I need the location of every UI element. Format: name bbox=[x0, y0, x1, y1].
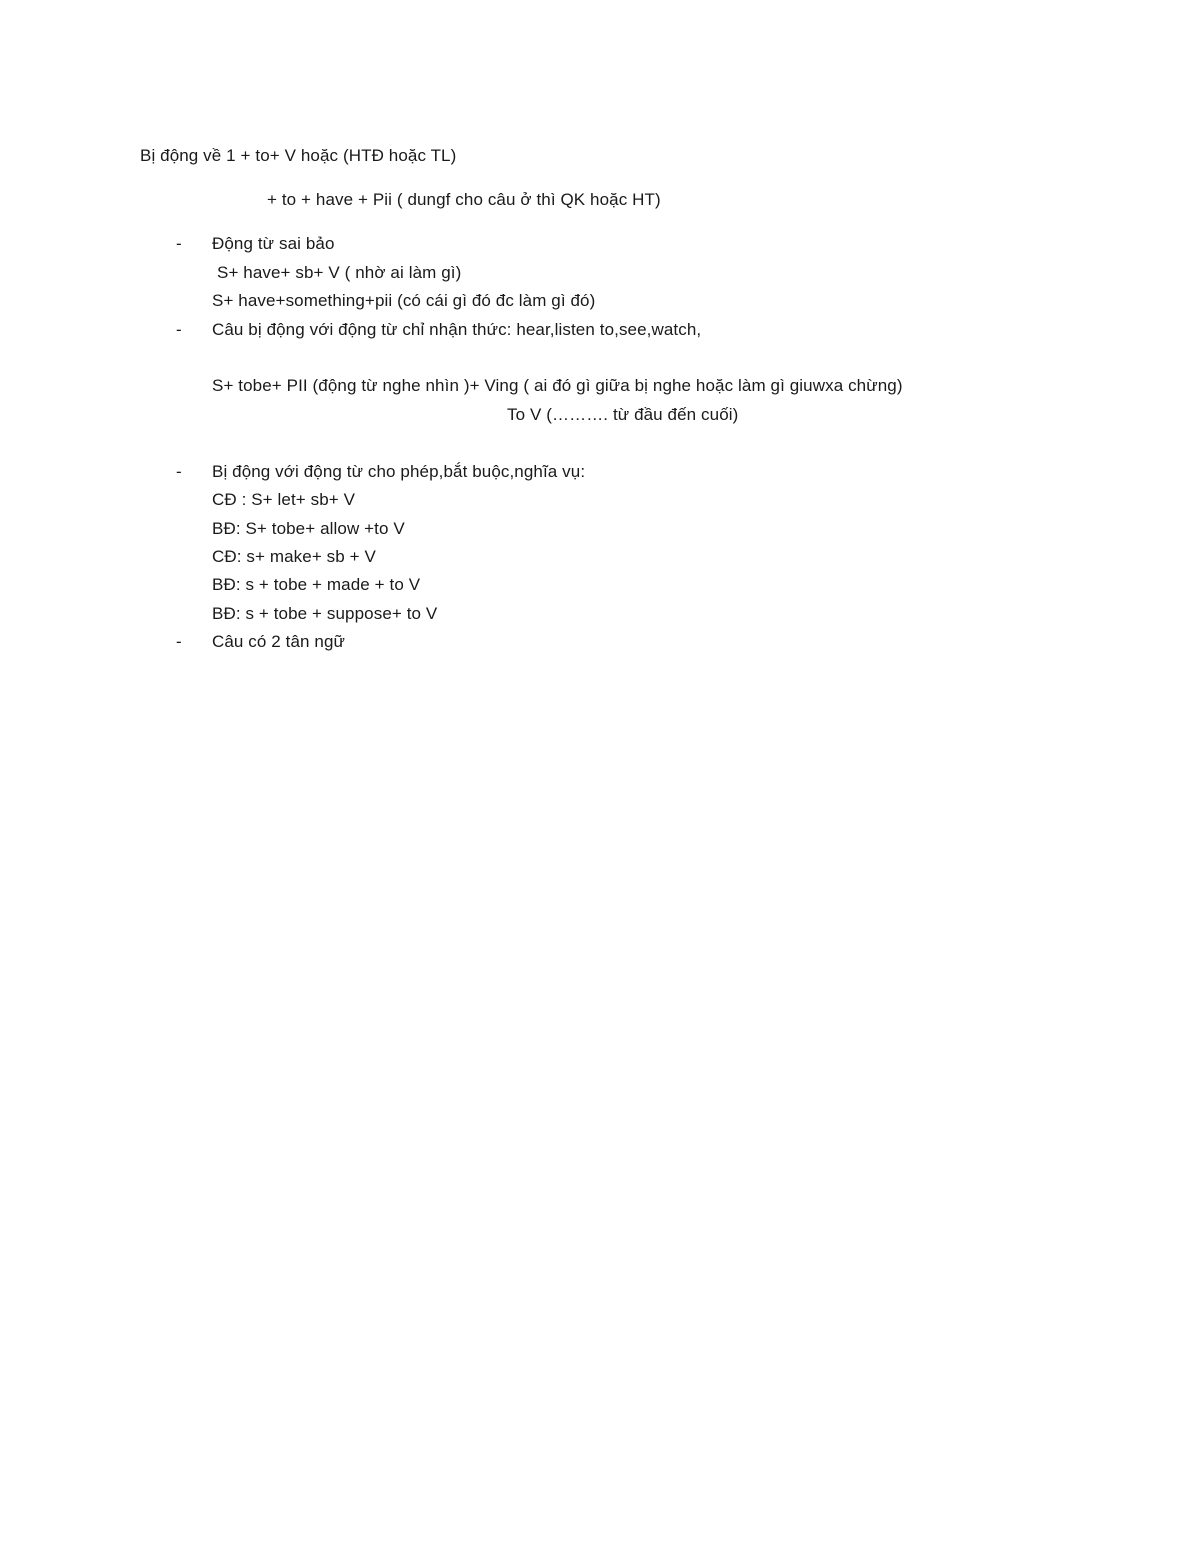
section-1-title: Động từ sai bảo bbox=[212, 234, 335, 253]
bullet-marker: - bbox=[176, 234, 182, 253]
section-3-line-1: CĐ : S+ let+ sb+ V bbox=[212, 490, 356, 509]
section-3-title: Bị động với động từ cho phép,bắt buộc,nghĩa vụ: bbox=[212, 462, 586, 481]
section-2-line-1: S+ tobe+ PII (động từ nghe nhìn )+ Ving ( ai đó gì giữa bị nghe hoặc làm gì giuwxa chừng) bbox=[212, 376, 903, 395]
heading-line-1: Bị động về 1 + to+ V hoặc (HTĐ hoặc TL) bbox=[140, 146, 457, 165]
section-1-line-2: S+ have+something+pii (có cái gì đó đc làm gì đó) bbox=[212, 291, 596, 310]
bullet-marker: - bbox=[176, 632, 182, 651]
bullet-marker: - bbox=[176, 462, 182, 481]
section-3-line-2: BĐ: S+ tobe+ allow +to V bbox=[212, 519, 405, 538]
section-2-title: Câu bị động với động từ chỉ nhận thức: hear,listen to,see,watch, bbox=[212, 320, 702, 339]
heading-line-2: + to + have + Pii ( dungf cho câu ở thì QK hoặc HT) bbox=[267, 190, 661, 209]
section-4-title: Câu có 2 tân ngữ bbox=[212, 632, 346, 651]
section-3-line-4: BĐ: s + tobe + made + to V bbox=[212, 575, 421, 594]
section-3-line-3: CĐ: s+ make+ sb + V bbox=[212, 547, 376, 566]
bullet-marker: - bbox=[176, 320, 182, 339]
section-3-line-5: BĐ: s + tobe + suppose+ to V bbox=[212, 604, 438, 623]
section-1-line-1: S+ have+ sb+ V ( nhờ ai làm gì) bbox=[217, 263, 462, 282]
section-2-line-2: To V (………. từ đầu đến cuối) bbox=[507, 405, 739, 424]
